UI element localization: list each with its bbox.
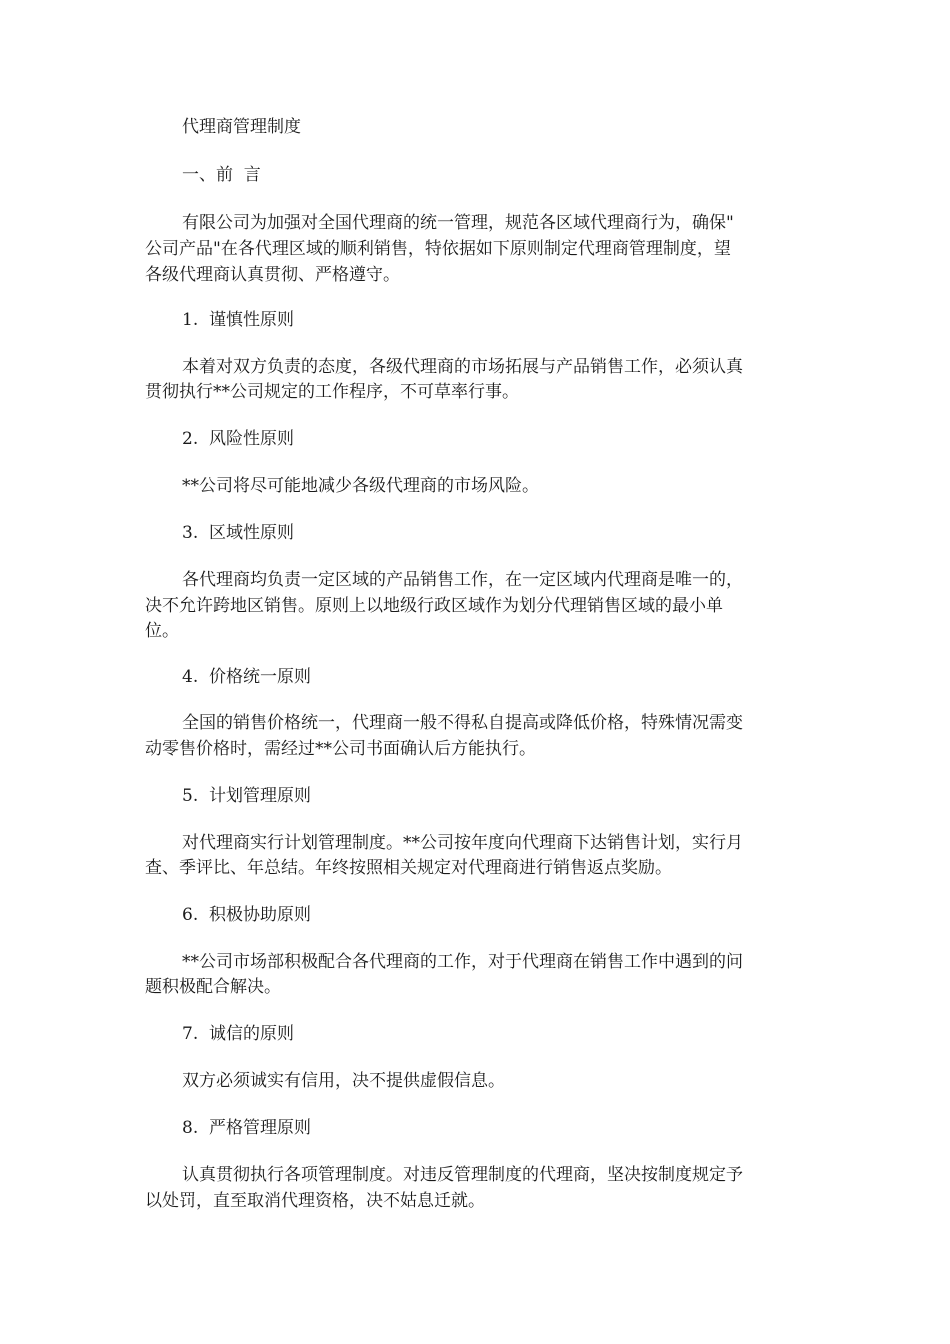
- paragraph-line: 各级代理商认真贯彻、严格遵守。: [145, 265, 400, 285]
- paragraph-line: 认真贯彻执行各项管理制度。对违反管理制度的代理商，坚决按制度规定予: [182, 1165, 743, 1185]
- principle-heading-1: 1. 谨慎性原则: [182, 310, 295, 330]
- section-heading: 一、前 言: [182, 165, 261, 185]
- paragraph-line: 位。: [145, 621, 179, 641]
- paragraph-line: 决不允许跨地区销售。原则上以地级行政区域作为划分代理销售区域的最小单: [145, 596, 723, 616]
- principle-heading-3: 3. 区域性原则: [182, 523, 295, 543]
- principle-heading-6: 6. 积极协助原则: [182, 905, 312, 925]
- paragraph-line: 双方必须诚实有信用，决不提供虚假信息。: [182, 1071, 505, 1091]
- document-title: 代理商管理制度: [182, 117, 301, 137]
- paragraph-line: 公司产品"在各代理区域的顺利销售，特依据如下原则制定代理商管理制度，望: [145, 239, 731, 259]
- paragraph-line: 题积极配合解决。: [145, 977, 281, 997]
- paragraph-line: **公司将尽可能地减少各级代理商的市场风险。: [182, 476, 539, 496]
- paragraph-line: 各代理商均负责一定区域的产品销售工作，在一定区域内代理商是唯一的，: [182, 570, 743, 590]
- paragraph-line: 本着对双方负责的态度，各级代理商的市场拓展与产品销售工作，必须认真: [182, 357, 743, 377]
- principle-heading-4: 4. 价格统一原则: [182, 667, 312, 687]
- paragraph-line: 动零售价格时，需经过**公司书面确认后方能执行。: [145, 739, 536, 759]
- paragraph-line: 有限公司为加强对全国代理商的统一管理，规范各区域代理商行为，确保": [182, 213, 734, 233]
- paragraph-line: 查、季评比、年总结。年终按照相关规定对代理商进行销售返点奖励。: [145, 858, 672, 878]
- principle-heading-7: 7. 诚信的原则: [182, 1024, 295, 1044]
- paragraph-line: 对代理商实行计划管理制度。**公司按年度向代理商下达销售计划，实行月: [182, 833, 743, 853]
- principle-heading-5: 5. 计划管理原则: [182, 786, 312, 806]
- principle-heading-2: 2. 风险性原则: [182, 429, 295, 449]
- paragraph-line: **公司市场部积极配合各代理商的工作，对于代理商在销售工作中遇到的问: [182, 952, 743, 972]
- paragraph-line: 贯彻执行**公司规定的工作程序，不可草率行事。: [145, 382, 519, 402]
- paragraph-line: 全国的销售价格统一，代理商一般不得私自提高或降低价格，特殊情况需变: [182, 713, 743, 733]
- paragraph-line: 以处罚，直至取消代理资格，决不姑息迁就。: [145, 1191, 485, 1211]
- principle-heading-8: 8. 严格管理原则: [182, 1118, 312, 1138]
